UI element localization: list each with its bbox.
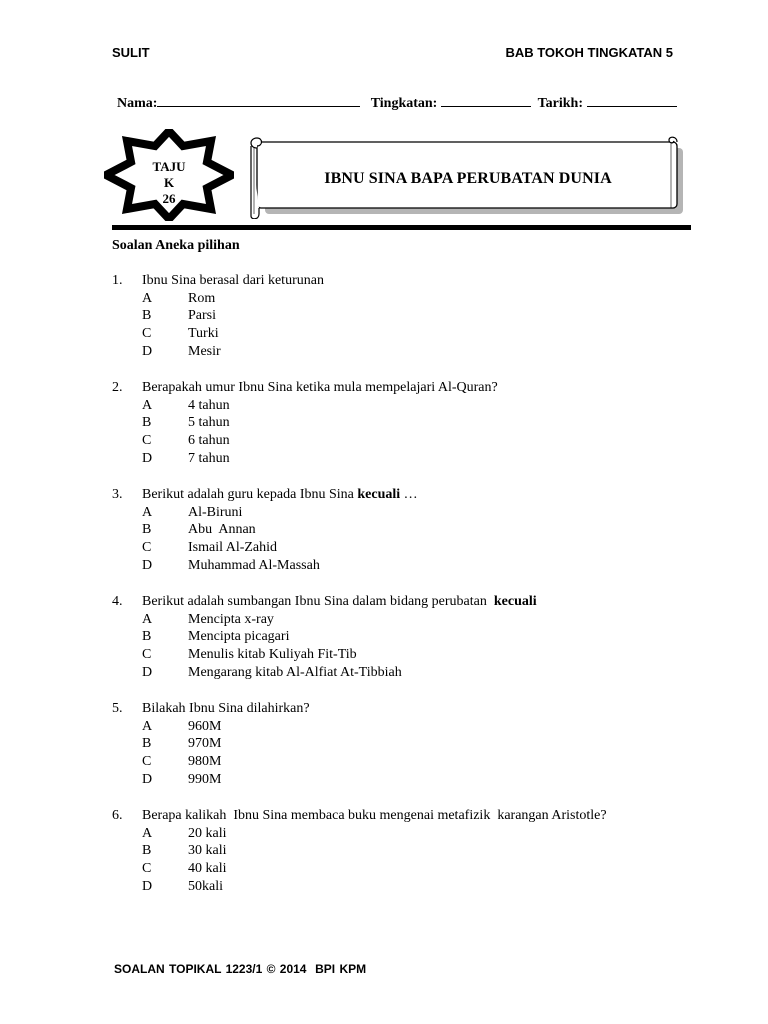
footer-label: SOALAN TOPIKAL 1223/1 © 2014 BPI KPM xyxy=(114,962,367,976)
option-text: Parsi xyxy=(188,308,216,324)
option-text: 50kali xyxy=(188,878,223,894)
question-text: Berikut adalah guru kepada Ibnu Sina kecuali … xyxy=(142,487,418,502)
option-letter: A xyxy=(142,825,153,841)
option-letter: C xyxy=(142,861,152,877)
header-chapter-label: BAB TOKOH TINGKATAN 5 xyxy=(505,45,673,60)
header-confidential-label: SULIT xyxy=(112,45,150,60)
option-letter: B xyxy=(142,522,152,538)
question-number: 4. xyxy=(112,594,123,609)
option-letter: C xyxy=(142,540,152,556)
name-field[interactable] xyxy=(157,94,360,107)
topic-badge-line1: TAJU xyxy=(152,159,186,174)
option-text: 40 kali xyxy=(188,861,227,877)
form-field[interactable] xyxy=(441,94,531,107)
date-label: Tarikh: xyxy=(537,96,583,111)
option-letter: A xyxy=(142,718,153,734)
option-letter: B xyxy=(142,736,152,752)
question-text: Bilakah Ibnu Sina dilahirkan? xyxy=(142,701,310,716)
option-text: Mesir xyxy=(188,343,221,359)
option-letter: B xyxy=(142,308,152,324)
form-label: Tingkatan: xyxy=(370,96,438,111)
option-letter: C xyxy=(142,326,152,342)
question-number: 3. xyxy=(112,487,123,502)
option-text: Muhammad Al-Massah xyxy=(188,557,320,573)
option-letter: D xyxy=(142,878,153,894)
option-text: Mencipta picagari xyxy=(188,629,290,645)
name-label: Nama: xyxy=(117,96,158,111)
option-letter: D xyxy=(142,557,153,573)
option-text: Mencipta x-ray xyxy=(188,611,274,627)
option-text: Ismail Al-Zahid xyxy=(188,540,278,556)
option-text: Mengarang kitab Al-Alfiat At-Tibbiah xyxy=(188,664,402,680)
question-text: Berapa kalikah Ibnu Sina membaca buku mengenai metafizik karangan Aristotle? xyxy=(142,808,607,823)
section-title: Soalan Aneka pilihan xyxy=(112,238,240,253)
option-text: 30 kali xyxy=(188,843,227,859)
option-text: Al-Biruni xyxy=(188,504,243,520)
topic-badge-line3: 26 xyxy=(162,191,176,206)
option-text: Rom xyxy=(188,290,216,306)
option-text: 5 tahun xyxy=(188,415,230,431)
option-letter: A xyxy=(142,504,153,520)
option-letter: A xyxy=(142,290,153,306)
page-title: IBNU SINA BAPA PERUBATAN DUNIA xyxy=(324,170,612,187)
option-letter: B xyxy=(142,843,152,859)
question-number: 6. xyxy=(112,808,123,823)
student-info-line xyxy=(117,94,677,112)
option-text: 20 kali xyxy=(188,825,227,841)
option-text: 6 tahun xyxy=(188,433,230,449)
option-letter: B xyxy=(142,629,152,645)
option-letter: D xyxy=(142,450,153,466)
question-text: Berikut adalah sumbangan Ibnu Sina dalam bidang perubatan kecuali xyxy=(142,594,537,609)
option-letter: C xyxy=(142,647,152,663)
option-text: 990M xyxy=(188,771,222,787)
option-letter: B xyxy=(142,415,152,431)
option-text: 980M xyxy=(188,754,222,770)
option-letter: A xyxy=(142,611,153,627)
topic-badge-line2: K xyxy=(163,175,175,190)
option-letter: C xyxy=(142,754,152,770)
header-divider xyxy=(112,225,691,230)
option-letter: A xyxy=(142,397,153,413)
option-text: 7 tahun xyxy=(188,450,230,466)
option-text: Abu Annan xyxy=(188,522,256,538)
question-number: 1. xyxy=(112,273,123,288)
option-letter: C xyxy=(142,433,152,449)
question-text: Berapakah umur Ibnu Sina ketika mula mempelajari Al-Quran? xyxy=(142,380,498,395)
option-text: 960M xyxy=(188,718,222,734)
option-letter: D xyxy=(142,343,153,359)
option-text: 4 tahun xyxy=(188,397,230,413)
question-text: Ibnu Sina berasal dari keturunan xyxy=(142,273,324,288)
option-text: Turki xyxy=(188,326,219,342)
option-letter: D xyxy=(142,664,153,680)
option-text: 970M xyxy=(188,736,222,752)
topic-badge-text xyxy=(104,159,234,207)
option-text: Menulis kitab Kuliyah Fit-Tib xyxy=(188,647,357,663)
question-number: 2. xyxy=(112,380,123,395)
option-letter: D xyxy=(142,771,153,787)
date-field[interactable] xyxy=(587,94,677,107)
question-number: 5. xyxy=(112,701,123,716)
